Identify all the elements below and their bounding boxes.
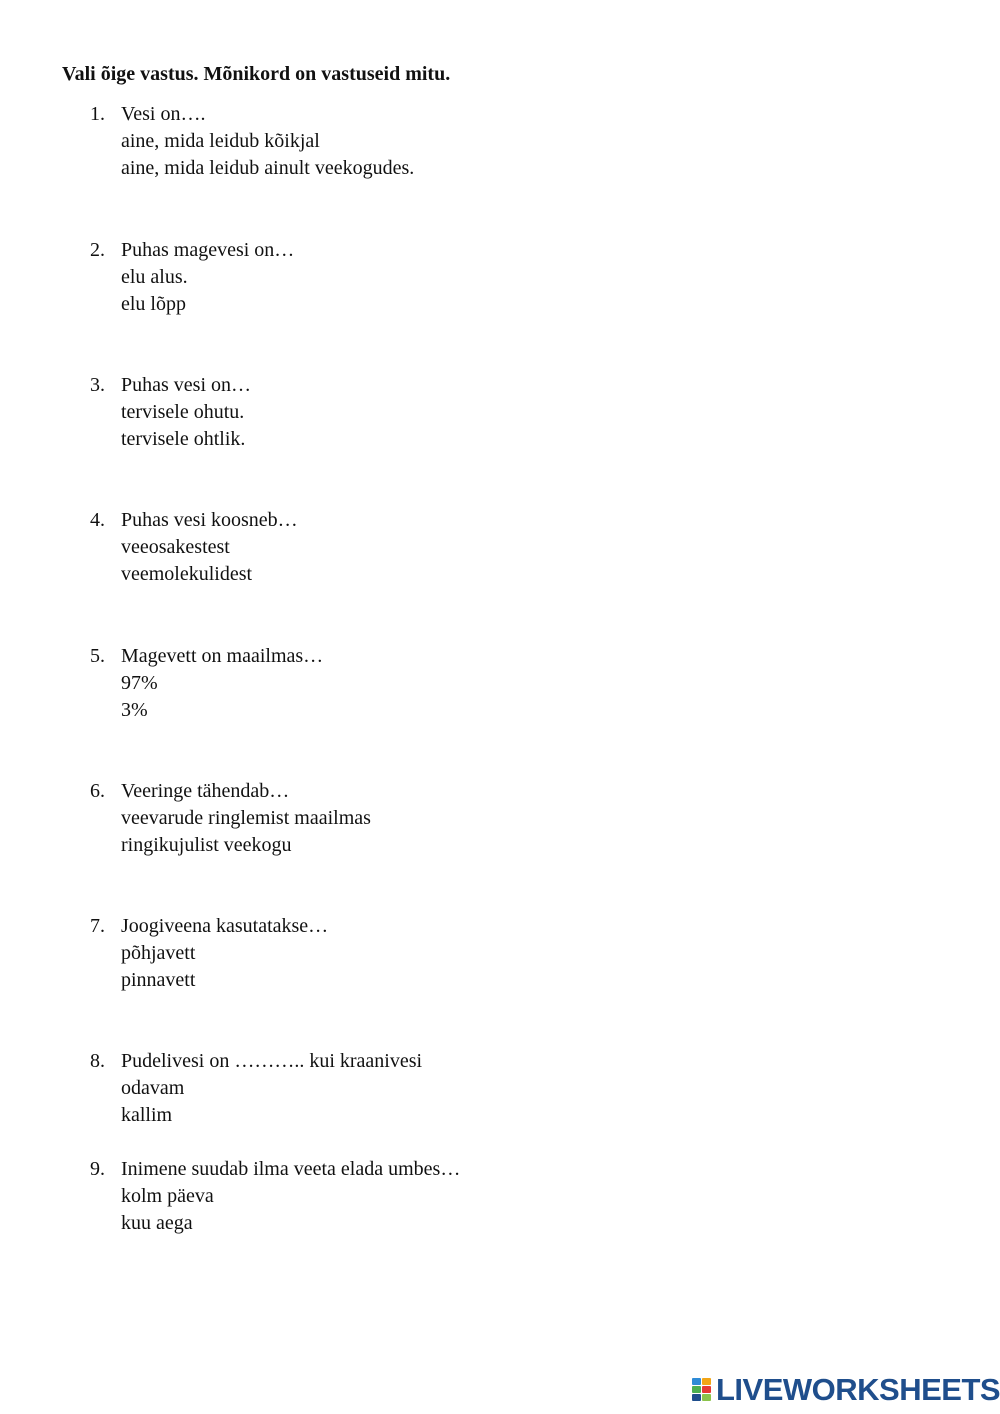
question-text: Veeringe tähendab…: [121, 780, 290, 802]
answer-option[interactable]: 3%: [121, 699, 148, 722]
liveworksheets-logo: [692, 1374, 1000, 1406]
answer-option[interactable]: odavam: [121, 1077, 185, 1100]
question-text: Vesi on….: [121, 103, 206, 125]
question-text: Puhas magevesi on…: [121, 239, 295, 261]
question-text: Magevett on maailmas…: [121, 645, 324, 667]
question-number: 8.: [90, 1050, 105, 1072]
answer-option[interactable]: tervisele ohtlik.: [121, 428, 246, 451]
answer-option[interactable]: elu lõpp: [121, 293, 186, 316]
question-text: Joogiveena kasutatakse…: [121, 915, 329, 937]
question-number: 6.: [90, 780, 105, 802]
answer-option[interactable]: kallim: [121, 1104, 173, 1127]
answer-option[interactable]: 97%: [121, 672, 158, 695]
question-text: Puhas vesi koosneb…: [121, 509, 298, 531]
answer-option[interactable]: kuu aega: [121, 1212, 193, 1235]
answer-option[interactable]: tervisele ohutu.: [121, 401, 245, 424]
liveworksheets-logo-icon: [692, 1378, 712, 1402]
question-text: Inimene suudab ilma veeta elada umbes…: [121, 1158, 461, 1180]
logo-text: LIVEWORKSHEETS: [716, 1372, 1000, 1407]
answer-option[interactable]: elu alus.: [121, 266, 188, 289]
answer-option[interactable]: aine, mida leidub kõikjal: [121, 130, 320, 153]
answer-option[interactable]: põhjavett: [121, 942, 196, 965]
question-text: Pudelivesi on ……….. kui kraanivesi: [121, 1050, 423, 1072]
answer-option[interactable]: kolm päeva: [121, 1185, 214, 1208]
answer-option[interactable]: pinnavett: [121, 969, 196, 992]
worksheet-instruction: Vali õige vastus. Mõnikord on vastuseid mitu.: [62, 63, 451, 85]
question-number: 2.: [90, 239, 105, 261]
question-number: 5.: [90, 645, 105, 667]
answer-option[interactable]: aine, mida leidub ainult veekogudes.: [121, 157, 415, 180]
question-number: 3.: [90, 374, 105, 396]
question-number: 7.: [90, 915, 105, 937]
question-text: Puhas vesi on…: [121, 374, 251, 396]
answer-option[interactable]: veevarude ringlemist maailmas: [121, 807, 371, 830]
answer-option[interactable]: veemolekulidest: [121, 563, 253, 586]
question-number: 4.: [90, 509, 105, 531]
answer-option[interactable]: ringikujulist veekogu: [121, 834, 292, 857]
question-number: 9.: [90, 1158, 105, 1180]
question-number: 1.: [90, 103, 105, 125]
answer-option[interactable]: veeosakestest: [121, 536, 230, 559]
